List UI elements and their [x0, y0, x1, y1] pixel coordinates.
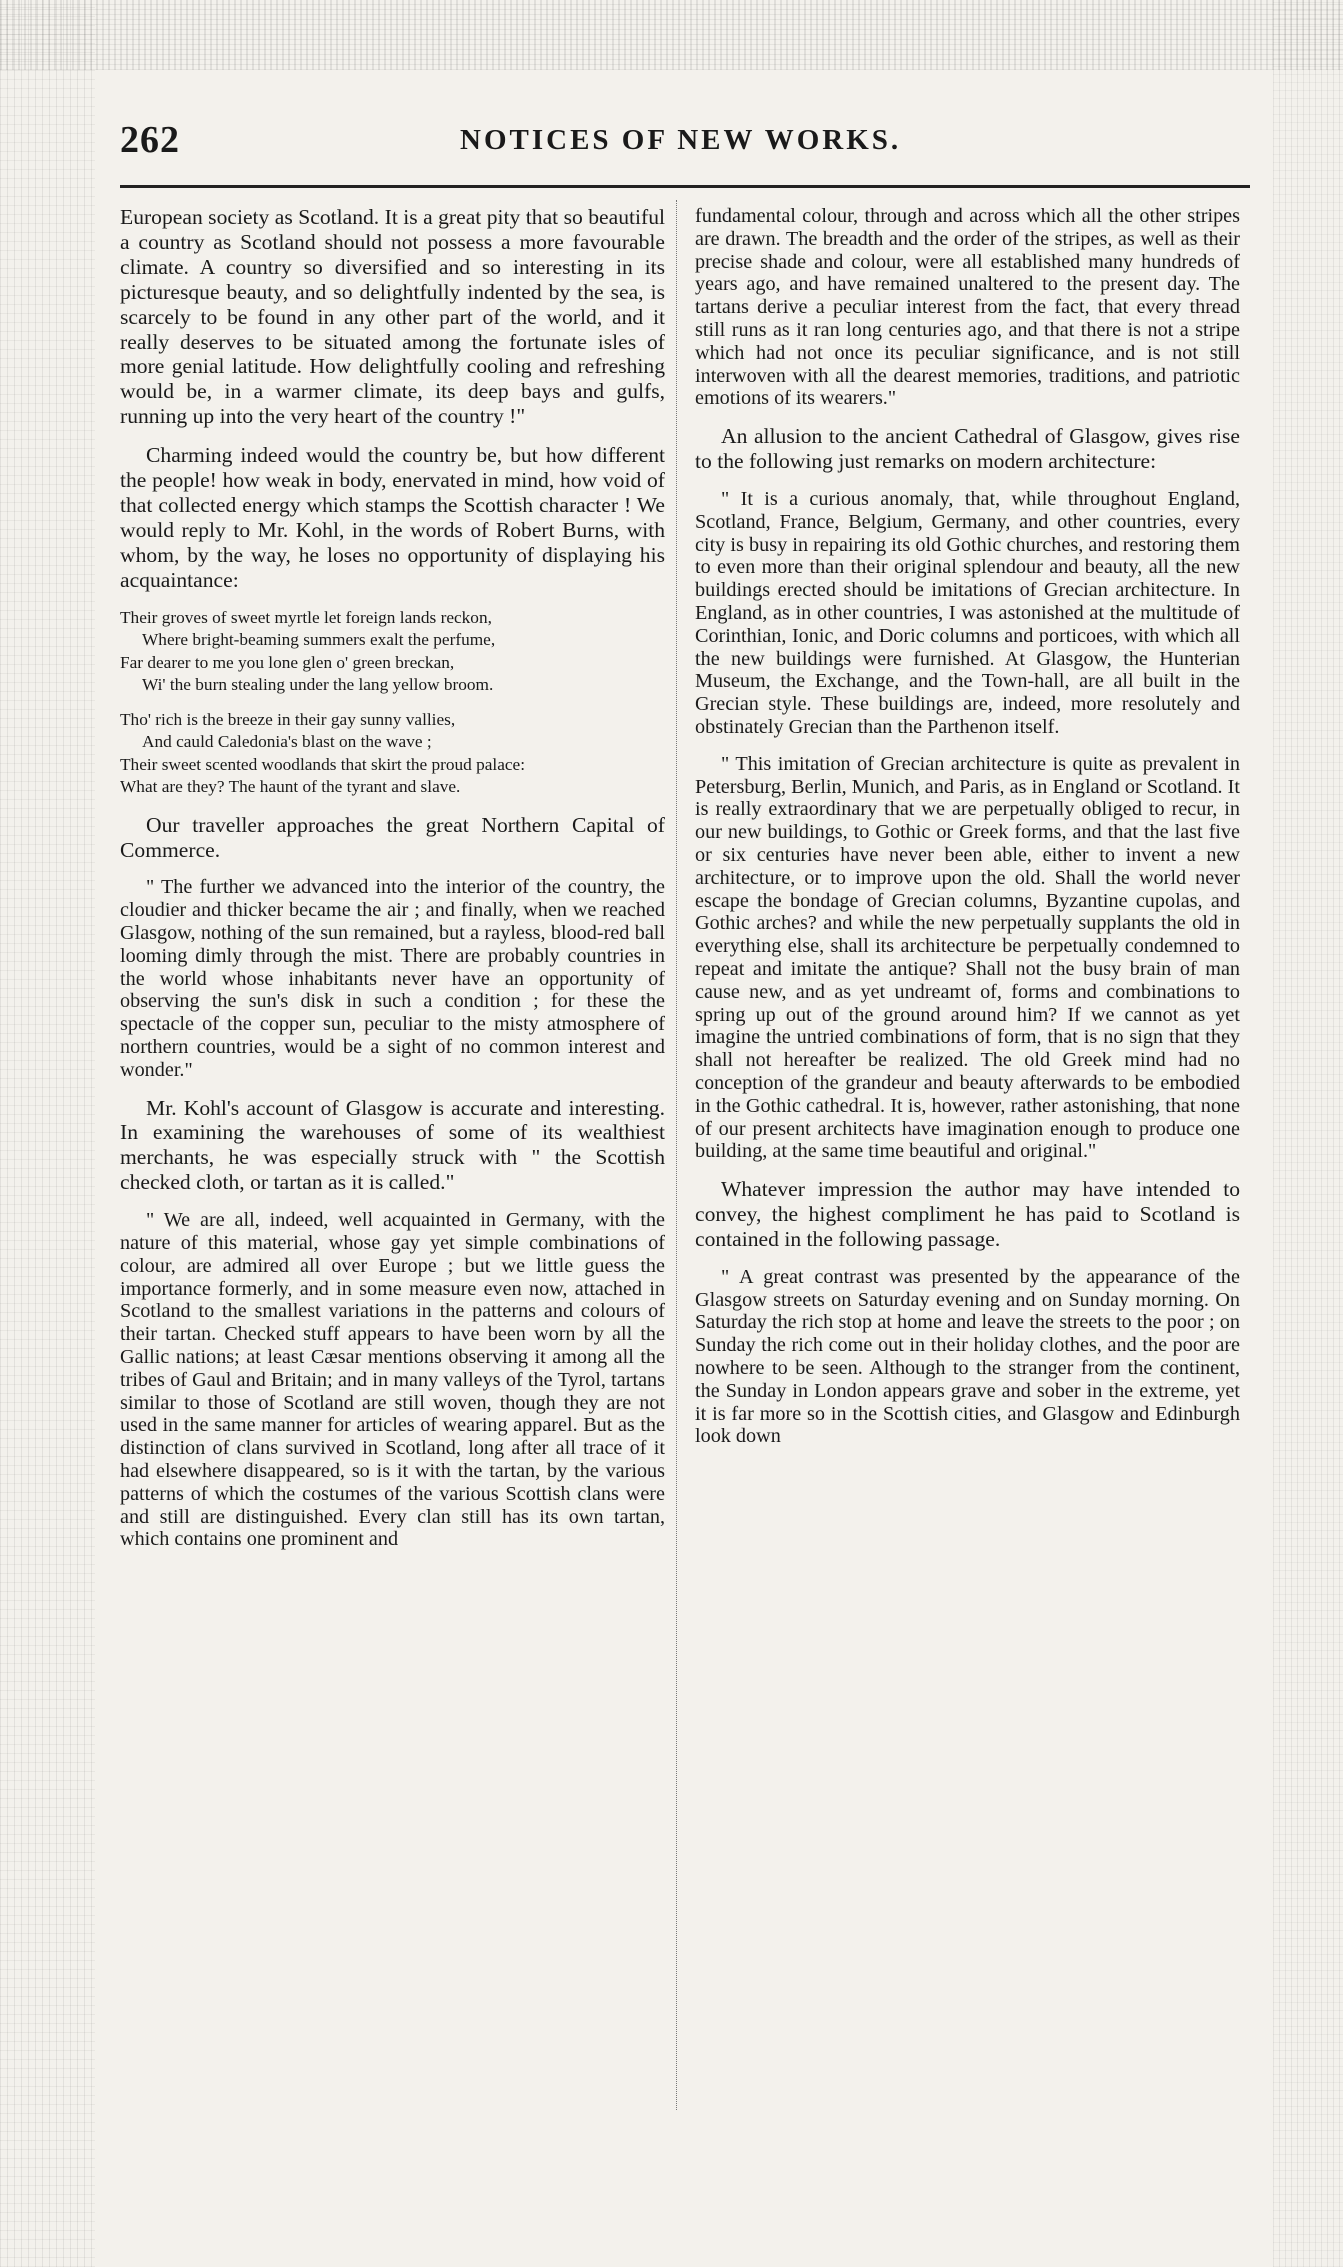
right-paragraph-2: Whatever impression the author may have intended to convey, the highest compliment he has paid to Scotland is contained in the following passage. [695, 1177, 1240, 1251]
left-quote-2: " We are all, indeed, well acquainted in Germany, with the nature of this material, whose gay yet simple combinations of colour, are admired all over Europe ; but we little guess the importance formerly, and in some measure even now, attached in Scotland to the smallest variations in the patterns and colours of their tartan. Checked stuff appears to have been worn by all the Gallic nations; at least Cæsar mentions observing it among all the tribes of Gaul and Britain; and in many valleys of the Tyrol, tartans similar to those of Scotland are still woven, though they are not used in the same manner for articles of wearing apparel. But as the distinction of clans survived in Scotland, long after all trace of it had elsewhere disappeared, so is it with the tartan, by the various patterns of which the costumes of the various Scottish clans were and still are distinguished. Every clan still has its own tartan, which contains one prominent and [120, 1209, 665, 1551]
right-paragraph-1: An allusion to the ancient Cathedral of Glasgow, gives rise to the following just remarks on modern architecture: [695, 424, 1240, 474]
left-quote-1: " The further we advanced into the interior of the country, the cloudier and thicker became the air ; and finally, when we reached Glasgow, nothing of the sun remained, but a rayless, blood-red ball looming dimly through the mist. There are probably countries in the world whose inhabitants never have an opportunity of observing the sun's disk in such a condition ; for these the spectacle of the copper sun, peculiar to the misty atmosphere of northern countries, would be a sight of no common interest and wonder." [120, 876, 665, 1081]
poem-line-1: Their groves of sweet myrtle let foreign lands reckon, [120, 607, 492, 627]
scan-noise-right [1273, 0, 1343, 2267]
poem-line-6: And cauld Caledonia's blast on the wave ; [142, 732, 432, 752]
burns-poem [120, 607, 665, 799]
poem-line-4: Wi' the burn stealing under the lang yellow broom. [142, 675, 494, 695]
left-paragraph-1: European society as Scotland. It is a great pity that so beautiful a country as Scotland should not possess a more favourable climate. A country so diversified and so interesting in its picturesque beauty, and so delightfully indented by the sea, is scarcely to be found in any other part of the world, and it really deserves to be situated among the fortunate isles of more genial latitude. How delightfully cooling and refreshing would be, in a warmer climate, its deep bays and gulfs, running up into the very heart of the country !" [120, 205, 665, 429]
left-paragraph-3: Our traveller approaches the great Northern Capital of Commerce. [120, 812, 665, 862]
right-quote-4: " A great contrast was presented by the appearance of the Glasgow streets on Saturday evening and on Sunday morning. On Saturday the rich stop at home and leave the streets to the poor ; on Sunday the rich come out in their holiday clothes, and the poor are nowhere to be seen. Although to the stranger from the continent, the Sunday in London appears grave and sober in the extreme, yet it is far more so in the Scottish cities, and Glasgow and Edinburgh look down [695, 1265, 1240, 1448]
right-quote-3: " This imitation of Grecian architecture is quite as prevalent in Petersburg, Berlin, Munich, and Paris, as in England or Scotland. It is really extraordinary that we are perpetually obliged to recur, in our new buildings, to Gothic or Greek forms, and that the last five or six centuries have never been able, either to invent a new architecture, or to improve upon the old. Shall the world never escape the bondage of Grecian columns, Byzantine cupolas, and Gothic arches? and while the new perpetually supplants the old in everything else, shall its architecture be perpetually condemned to repeat and imitate the antique? Shall not the busy brain of man cause new, and as yet undreamt of, forms and combinations to spring up out of the ground around him? If we cannot as yet imagine the untried combinations of form, that is no sign that they shall not hereafter be realized. The old Greek mind had no conception of the grandeur and beauty afterwards to be embodied in the Gothic cathedral. It is, however, rather astonishing, that none of our present architects have imagination enough to produce one building, at the same time beautiful and original." [695, 752, 1240, 1163]
poem-line-3: Far dearer to me you lone glen o' green breckan, [120, 652, 455, 672]
page-header [120, 118, 1250, 168]
poem-line-8: What are they? The haunt of the tyrant and slave. [120, 777, 461, 797]
stanza-gap [120, 697, 665, 709]
poem-line-7: Their sweet scented woodlands that skirt the proud palace: [120, 754, 526, 774]
scan-noise-top [0, 0, 1343, 70]
left-column [120, 205, 665, 1565]
poem-line-5: Tho' rich is the breeze in their gay sunny vallies, [120, 709, 456, 729]
header-rule [120, 185, 1250, 188]
column-divider [676, 200, 677, 2110]
left-paragraph-2: Charming indeed would the country be, but how different the people! how weak in body, enervated in mind, how void of that collected energy which stamps the Scottish character ! We would reply to Mr. Kohl, in the words of Robert Burns, with whom, by the way, he loses no opportunity of displaying his acquaintance: [120, 443, 665, 592]
left-paragraph-4: Mr. Kohl's account of Glasgow is accurate and interesting. In examining the warehouses of some of its wealthiest merchants, he was especially struck with " the Scottish checked cloth, or tartan as it is called." [120, 1095, 665, 1195]
page-number: 262 [120, 119, 180, 161]
scan-noise-left [0, 0, 95, 2267]
right-quote-1: fundamental colour, through and across which all the other stripes are drawn. The breadth and the order of the stripes, as well as their precise shade and colour, were all established many hundreds of years ago, and have remained unaltered to the present day. The tartans derive a peculiar interest from the fact, that every thread still runs as it ran long centuries ago, and that there is not a stripe which had not once its peculiar significance, and is not still interwoven with all the dearest memories, traditions, and patriotic emotions of its wearers." [695, 205, 1240, 410]
right-quote-2: " It is a curious anomaly, that, while throughout England, Scotland, France, Belgium, Germany, and other countries, every city is busy in repairing its old Gothic churches, and restoring them to even more than their original splendour and beauty, all the new buildings erected should be imitations of Grecian architecture. In England, as in other countries, I was astonished at the multitude of Corinthian, Ionic, and Doric columns and porticoes, with which all the new buildings were furnished. At Glasgow, the Hunterian Museum, the Exchange, and the Town-hall, are all built in the Grecian style. These buildings are, indeed, more resolutely and obstinately Grecian than the Parthenon itself. [695, 487, 1240, 738]
right-column [695, 205, 1240, 1462]
running-title: NOTICES OF NEW WORKS. [460, 124, 902, 156]
poem-line-2: Where bright-beaming summers exalt the perfume, [142, 630, 496, 650]
